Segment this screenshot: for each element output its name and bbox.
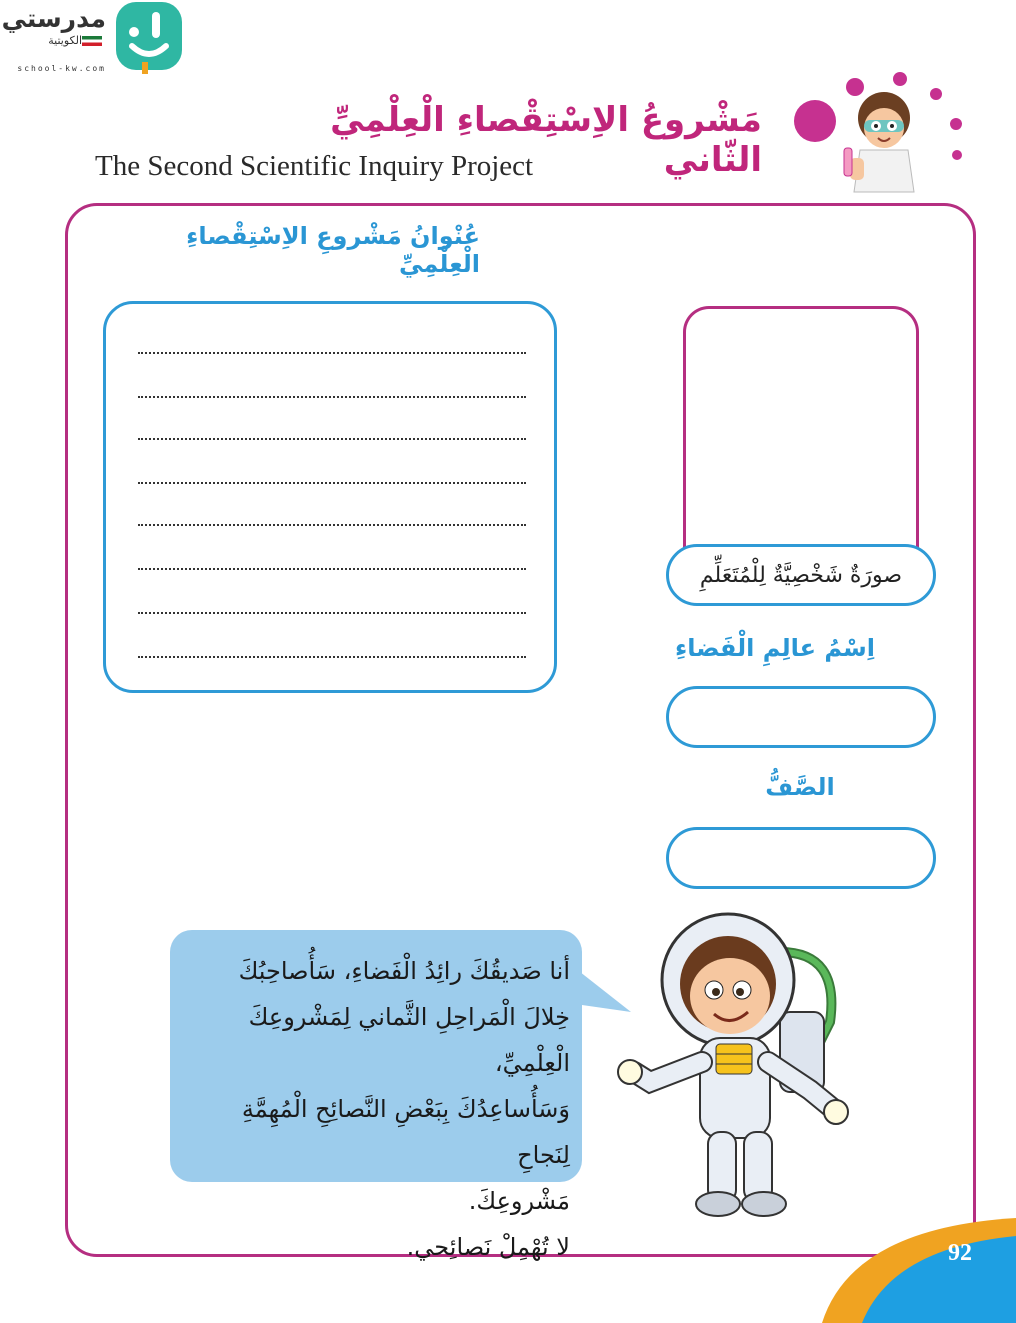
decor-dot-large <box>794 100 836 142</box>
writing-line[interactable] <box>138 612 526 614</box>
project-title-label: عُنْوانُ مَشْروعِ الاِسْتِقْصاءِ الْعِلْمِيِّ <box>186 222 480 278</box>
decor-dot <box>950 118 962 130</box>
project-title-writing-area[interactable] <box>103 301 557 693</box>
writing-line[interactable] <box>138 568 526 570</box>
astronomer-name-label: اِسْمُ عالِمِ الْفَضاءِ <box>674 634 876 662</box>
scientist-boy-icon <box>842 88 926 194</box>
page-title-arabic: مَشْروعُ الاِسْتِقْصاءِ الْعِلْمِيِّ الثّاني <box>330 100 762 180</box>
decor-dot <box>930 88 942 100</box>
logo-subtitle <box>2 34 106 48</box>
speech-line: لا تُهْمِلْ نَصائِحي. <box>406 1233 570 1261</box>
astronomer-name-field[interactable] <box>666 686 936 748</box>
logo-name: مدرستي <box>1 4 106 33</box>
speech-line: أنا صَديقُكَ رائِدُ الْفَضاءِ، سَأُصاحِبُكَ <box>238 957 570 985</box>
speech-line: خِلالَ الْمَراحِلِ الثَّماني لِمَشْروعِكَ الْعِلْمِيِّ، <box>248 1003 570 1077</box>
student-photo-label: صورَةٌ شَخْصِيَّةٌ لِلْمُتَعَلِّمِ <box>666 544 936 606</box>
speech-line: وَسَأُساعِدُكَ بِبَعْضِ النَّصائِحِ الْمُهِمَّةِ لِنَجاحِ <box>241 1095 570 1169</box>
logo-text <box>2 4 106 48</box>
page-title-english: The Second Scientific Inquiry Project <box>95 150 534 182</box>
logo-subtitle-text: الكويتية <box>48 34 82 47</box>
student-photo-box[interactable] <box>683 306 919 567</box>
writing-line[interactable] <box>138 352 526 354</box>
writing-line[interactable] <box>138 656 526 658</box>
speech-line: مَشْروعِكَ. <box>468 1187 570 1215</box>
logo-url: school-kw.com <box>17 64 106 73</box>
madrasati-logo-icon <box>112 2 186 74</box>
writing-line[interactable] <box>138 438 526 440</box>
decor-dot <box>952 150 962 160</box>
kuwait-flag-icon <box>82 36 102 46</box>
corner-decoration <box>822 1218 1016 1323</box>
writing-line[interactable] <box>138 396 526 398</box>
speech-text <box>184 948 570 1270</box>
grade-field[interactable] <box>666 827 936 889</box>
decor-dot <box>893 72 907 86</box>
writing-line[interactable] <box>138 524 526 526</box>
astronaut-boy-icon <box>610 912 860 1232</box>
page-number: 92 <box>948 1240 972 1266</box>
writing-line[interactable] <box>138 482 526 484</box>
grade-label: الصَّفُّ <box>765 773 835 801</box>
